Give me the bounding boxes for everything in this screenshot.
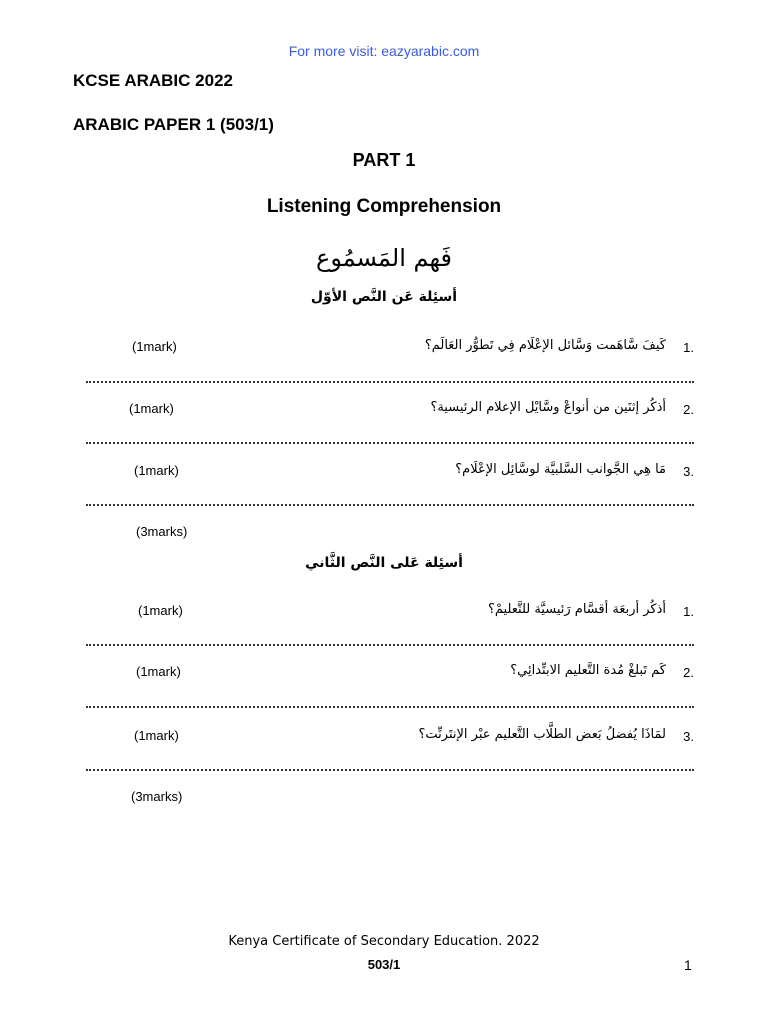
footer-certificate: Kenya Certificate of Secondary Education. 2022 <box>228 934 540 949</box>
question-mark: (1mark) <box>134 463 179 478</box>
answer-line <box>86 440 694 444</box>
arabic-title: فَهم المَسمُوع <box>316 244 452 272</box>
question-row <box>380 338 694 360</box>
visit-link[interactable]: For more visit: eazyarabic.com <box>288 43 480 59</box>
question-number: 1. <box>683 604 694 619</box>
question-text: كَم تَبلغْ مُدة التَّعليم الابتِّدائِي؟ <box>510 663 666 678</box>
answer-line <box>86 767 694 771</box>
question-row <box>380 400 694 422</box>
question-text: أذكُر أربعَة أقسَّام رَئيسيَّة للتَّعليمْ؟ <box>487 602 666 617</box>
question-mark: (1mark) <box>134 728 179 743</box>
question-row <box>380 602 694 624</box>
exam-title: KCSE ARABIC 2022 <box>73 71 233 90</box>
question-text: كَيفَ سَّاهَمت وَسَّائل الإعْلَام فِي تَطوُّر العَالَم؟ <box>424 338 666 353</box>
answer-line <box>86 502 694 506</box>
section1-heading: أسئِلة عَن النَّص الأوّل <box>310 289 458 305</box>
paper-title: ARABIC PAPER 1 (503/1) <box>73 115 274 134</box>
question-text: مَا هِي الجَّوانب السَّلبيَّة لوسَّائِل الإعْلَام؟ <box>455 462 666 477</box>
question-number: 3. <box>683 464 694 479</box>
question-mark: (1mark) <box>132 339 177 354</box>
question-row <box>380 462 694 484</box>
page-number: 1 <box>684 957 692 973</box>
question-text: لمَاذَا يُفضلُ بَعض الطلَّاب التَّعليم عبْر الإنتَرنِّت؟ <box>418 727 666 742</box>
question-number: 2. <box>683 402 694 417</box>
section2-heading: أسئِلة عَلى النَّص الثَّاني <box>305 555 463 571</box>
footer-code: 503/1 <box>367 957 401 972</box>
question-row <box>380 727 694 749</box>
answer-line <box>86 379 694 383</box>
question-row <box>380 663 694 685</box>
question-mark: (1mark) <box>136 664 181 679</box>
section1-total: (3marks) <box>136 524 188 539</box>
question-text: أذكُر إثنَين من أنواعْ وسَّايْل الإعلام الرئيسية؟ <box>430 400 666 415</box>
part-heading: PART 1 <box>352 150 416 170</box>
answer-line <box>86 704 694 708</box>
question-number: 1. <box>683 340 694 355</box>
section2-total: (3marks) <box>131 789 183 804</box>
question-number: 3. <box>683 729 694 744</box>
question-number: 2. <box>683 665 694 680</box>
question-mark: (1mark) <box>138 603 183 618</box>
section-title: Listening Comprehension <box>266 196 502 217</box>
answer-line <box>86 642 694 646</box>
question-mark: (1mark) <box>129 401 174 416</box>
